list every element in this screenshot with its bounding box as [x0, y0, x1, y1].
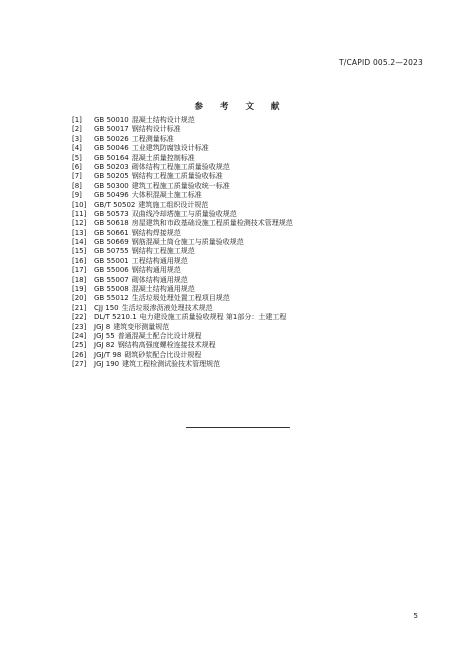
reference-title: 砌体结构通用规范: [131, 275, 188, 284]
reference-title: 房屋建筑和市政基础设施工程质量检测技术管理规范: [131, 219, 293, 228]
reference-item: [72, 172, 432, 181]
reference-number: [1]: [72, 116, 82, 124]
reference-title: 混凝土结构通用规范: [131, 285, 195, 294]
reference-number: [26]: [72, 350, 87, 359]
reference-number: [5]: [72, 153, 82, 162]
reference-item: [72, 257, 432, 266]
reference-number: [16]: [72, 256, 87, 265]
reference-item: [72, 247, 432, 256]
reference-code: JGJ/T 98: [94, 350, 122, 359]
reference-title: 混凝土质量控制标准: [131, 153, 195, 162]
reference-item: [72, 144, 432, 153]
reference-item: [72, 182, 432, 191]
reference-number: [15]: [72, 247, 87, 256]
reference-title: 建筑工程检测试验技术管理规范: [122, 360, 221, 369]
reference-code: GB 50205: [94, 172, 129, 181]
reference-code: JGJ 55: [94, 331, 115, 340]
reference-code: JGJ 190: [94, 360, 120, 369]
reference-title: 钢筋混凝土筒仓施工与质量验收规范: [131, 238, 244, 247]
reference-code: GB 55001: [94, 256, 129, 265]
reference-item: [72, 116, 432, 125]
reference-title: 钢结构焊接规范: [131, 228, 181, 237]
reference-code: GB 55006: [94, 266, 129, 275]
reference-number: [6]: [72, 162, 82, 171]
reference-code: GB 50573: [94, 209, 129, 218]
reference-code: GB 50496: [94, 191, 129, 200]
reference-item: [72, 332, 432, 341]
reference-title: 砌筑砂浆配合比设计规程: [124, 350, 202, 359]
reference-item: [72, 351, 432, 360]
reference-number: [18]: [72, 275, 87, 284]
reference-code: GB 50017: [94, 125, 129, 134]
reference-code: GB 55008: [94, 285, 129, 294]
reference-code: CJJ 150: [94, 303, 119, 312]
page-number: 5: [413, 612, 418, 620]
reference-title: 普通混凝土配合比设计规程: [117, 331, 202, 340]
reference-number: [14]: [72, 238, 87, 247]
reference-number: [4]: [72, 144, 82, 153]
reference-code: JGJ 82: [94, 341, 115, 350]
end-divider: [186, 427, 290, 428]
reference-code: GB 55012: [94, 294, 129, 303]
reference-code: GB 50661: [94, 228, 129, 237]
reference-item: [72, 341, 432, 350]
document-code: T/CAPID 005.2—2023: [338, 58, 423, 67]
reference-code: GB 50618: [94, 219, 129, 228]
reference-title: 钢结构设计标准: [131, 125, 181, 134]
reference-title: 工程结构通用规范: [131, 256, 188, 265]
reference-title: 工程测量标准: [131, 134, 174, 143]
reference-number: [13]: [72, 228, 87, 237]
reference-title: 钢结构通用规范: [131, 266, 181, 275]
reference-number: [22]: [72, 313, 87, 322]
reference-list: [72, 116, 432, 370]
reference-title: 建筑施工组织设计规范: [138, 200, 209, 209]
reference-title: 电力建设施工质量验收规程 第1部分：土建工程: [139, 313, 287, 322]
reference-item: [72, 266, 432, 275]
reference-title: 工业建筑防腐蚀设计标准: [131, 144, 209, 153]
reference-title: 建筑变形测量规范: [113, 322, 170, 331]
reference-code: GB 50010: [94, 116, 129, 124]
reference-number: [23]: [72, 322, 87, 331]
reference-item: [72, 210, 432, 219]
reference-title: 大体积混凝土施工标准: [131, 191, 202, 200]
reference-item: [72, 304, 432, 313]
reference-code: GB 50046: [94, 144, 129, 153]
reference-number: [19]: [72, 285, 87, 294]
reference-item: [72, 313, 432, 322]
reference-item: [72, 229, 432, 238]
reference-title: 生活垃圾渗沥液处理技术规范: [121, 303, 213, 312]
reference-item: [72, 276, 432, 285]
reference-number: [9]: [72, 191, 82, 200]
reference-number: [21]: [72, 303, 87, 312]
reference-number: [27]: [72, 360, 87, 369]
reference-number: [3]: [72, 134, 82, 143]
reference-title: 钢结构高强度螺栓连接技术规程: [117, 341, 216, 350]
reference-title: 双曲线冷却塔施工与质量验收规范: [131, 209, 237, 218]
reference-item: [72, 201, 432, 210]
reference-number: [25]: [72, 341, 87, 350]
reference-title: 钢结构工程施工规范: [131, 247, 195, 256]
reference-code: GB 50026: [94, 134, 129, 143]
reference-number: [20]: [72, 294, 87, 303]
reference-code: JGJ 8: [94, 322, 111, 331]
reference-code: GB 50164: [94, 153, 129, 162]
reference-item: [72, 191, 432, 200]
reference-code: GB/T 50502: [94, 200, 136, 209]
reference-item: [72, 294, 432, 303]
reference-number: [2]: [72, 125, 82, 134]
reference-number: [12]: [72, 219, 87, 228]
reference-item: [72, 323, 432, 332]
reference-item: [72, 219, 432, 228]
reference-title: 砌体结构工程施工质量验收规范: [131, 162, 230, 171]
page-title: 参 考 文 献: [194, 102, 287, 112]
reference-number: [17]: [72, 266, 87, 275]
reference-number: [7]: [72, 172, 82, 181]
reference-item: [72, 360, 432, 369]
reference-code: GB 50755: [94, 247, 129, 256]
reference-title: 钢结构工程施工质量验收标准: [131, 172, 223, 181]
reference-code: GB 55007: [94, 275, 129, 284]
reference-code: GB 50203: [94, 162, 129, 171]
reference-item: [72, 154, 432, 163]
reference-number: [24]: [72, 331, 87, 340]
reference-code: DL/T 5210.1: [94, 313, 137, 322]
reference-title: 建筑工程施工质量验收统一标准: [131, 181, 230, 190]
reference-number: [11]: [72, 209, 87, 218]
reference-number: [10]: [72, 200, 87, 209]
reference-number: [8]: [72, 181, 82, 190]
reference-item: [72, 125, 432, 134]
reference-item: [72, 285, 432, 294]
reference-title: 混凝土结构设计规范: [131, 116, 195, 124]
reference-code: GB 50300: [94, 181, 129, 190]
reference-item: [72, 135, 432, 144]
reference-title: 生活垃圾处理处置工程项目规范: [131, 294, 230, 303]
reference-code: GB 50669: [94, 238, 129, 247]
reference-item: [72, 163, 432, 172]
